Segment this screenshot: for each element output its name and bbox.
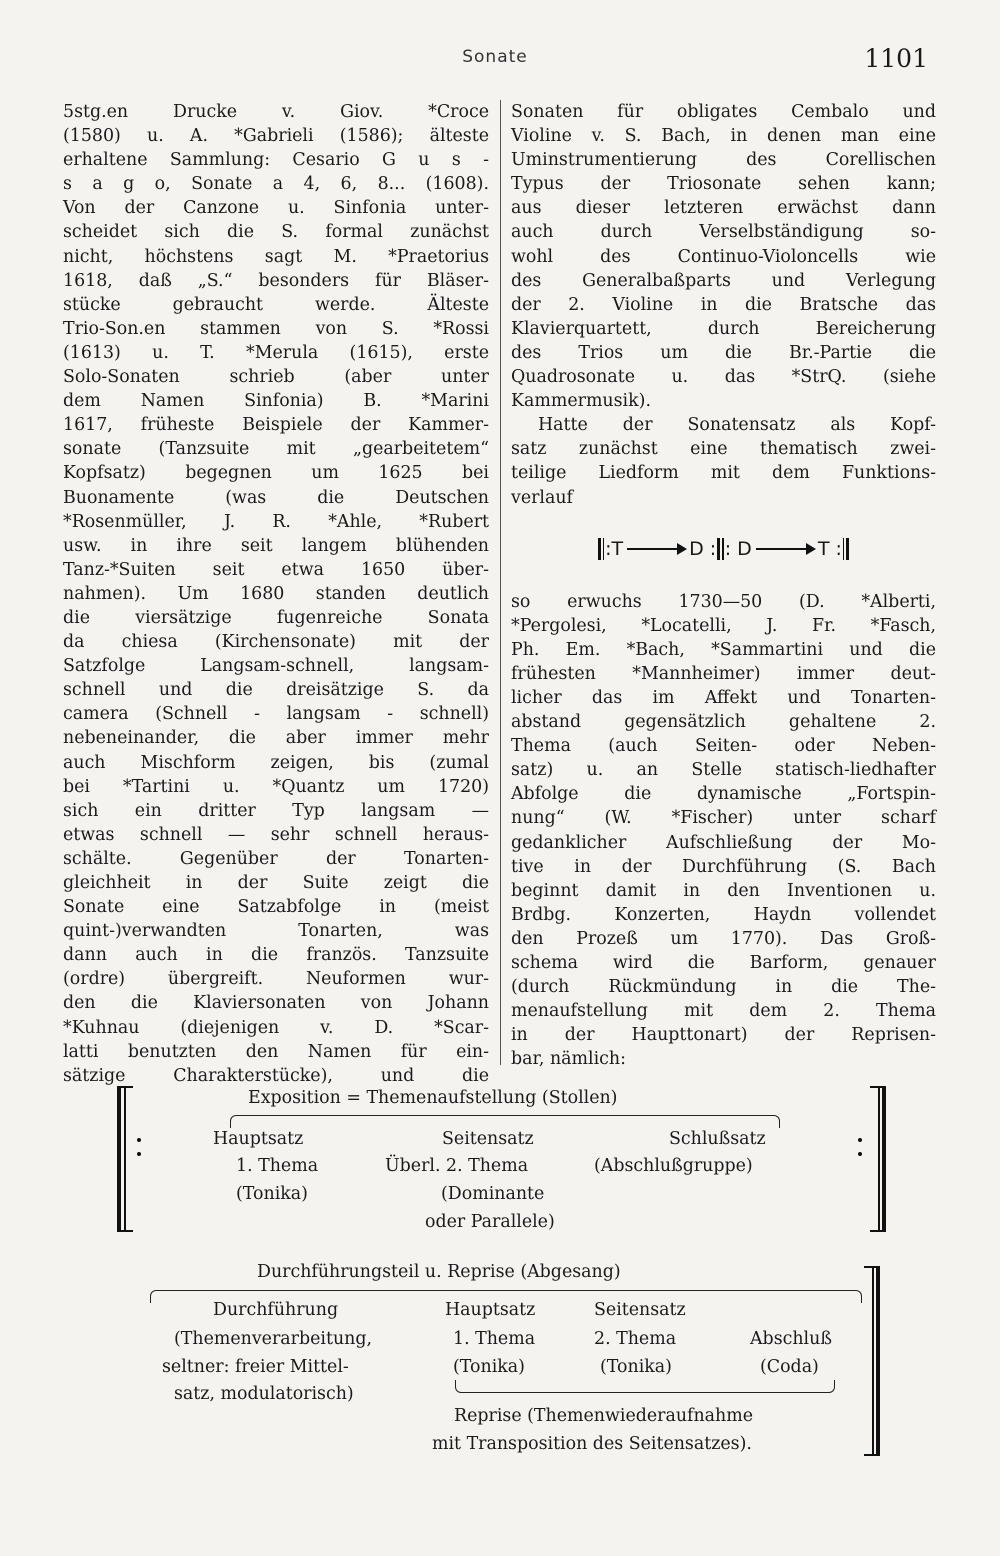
text-line: Uminstrumentierung des Corellischen: [511, 150, 936, 171]
text-line: dem Namen Sinfonia) B. *Marini: [63, 391, 489, 412]
text-line: Von der Canzone u. Sinfonia unter-: [63, 198, 489, 219]
arrow-icon: [627, 548, 685, 550]
function-formula: : T D : : D T :: [511, 524, 936, 574]
development-scheme: [0, 1260, 1000, 1480]
scheme-label: (Themenverarbeitung,: [174, 1329, 373, 1349]
text-line: Quadrosonate u. das *StrQ. (siehe: [511, 367, 936, 388]
text-line: scheidet sich die S. formal zunächst: [63, 222, 489, 243]
text-line: Thema (auch Seiten- oder Neben-: [511, 736, 936, 757]
text-line: Kammermusik).: [511, 391, 651, 412]
text-line: Solo-Sonaten schrieb (aber unter: [63, 367, 489, 388]
scheme-title: Durchführungsteil u. Reprise (Abgesang): [257, 1262, 621, 1282]
text-line: *Kuhnau (diejenigen v. D. *Scar-: [63, 1017, 489, 1038]
scheme-label: oder Parallele): [425, 1212, 555, 1232]
text-line: 5stg.en Drucke v. Giov. *Croce: [63, 102, 489, 122]
scheme-label: mit Transposition des Seitensatzes).: [432, 1434, 752, 1454]
text-line: der 2. Violine in die Bratsche das: [511, 294, 936, 315]
text-line: nung“ (W. *Fischer) unter scharf: [511, 808, 936, 829]
text-line: schema wird die Barform, genauer: [511, 953, 936, 973]
page-header: [0, 44, 1000, 76]
text-line: Brdbg. Konzerten, Haydn vollendet: [511, 904, 936, 925]
scheme-label: (Abschlußgruppe): [594, 1156, 753, 1176]
text-line: sonate (Tanzsuite mit „gearbeitetem“: [63, 439, 489, 460]
arrow-icon: [756, 548, 814, 550]
text-line: Sonaten für obligates Cembalo und: [511, 102, 936, 122]
text-line: quint-)verwandten Tonarten, was: [63, 921, 489, 942]
text-line: nicht, höchstens sagt M. *Praetorius: [63, 246, 489, 267]
text-line: 1618, daß „S.“ besonders für Bläser-: [63, 270, 489, 291]
running-head: Sonate: [462, 47, 528, 67]
formula-tonic: T: [611, 537, 624, 560]
text-line: stücke gebraucht werde. Älteste: [63, 294, 489, 315]
text-line: Sonate eine Satzabfolge in (meist: [63, 897, 489, 918]
formula-dominant: D: [689, 537, 704, 560]
scheme-label: 1. Thema: [236, 1156, 319, 1176]
scheme-label: 1. Thema: [453, 1329, 536, 1349]
text-line: satz zunächst eine thematisch zwei-: [511, 439, 936, 460]
column-divider: [500, 100, 501, 1065]
scheme-label: (Tonika): [600, 1357, 672, 1377]
text-line: auch durch Verselbständigung so-: [511, 222, 936, 243]
text-line: Abfolge die dynamische „Fortspin-: [511, 784, 936, 805]
text-line: auch Mischform zeigen, bis (zumal: [63, 752, 489, 773]
scheme-label: Seitensatz: [442, 1129, 534, 1149]
text-line: Satzfolge Langsam-schnell, langsam-: [63, 656, 489, 677]
text-line: (1580) u. A. *Gabrieli (1586); älteste: [63, 126, 489, 147]
scheme-label: Durchführung: [213, 1300, 339, 1320]
text-line: gleichheit in der Suite zeigt die: [63, 873, 489, 893]
scheme-label: (Coda): [760, 1357, 819, 1377]
text-line: frühesten *Mannheimer) immer deut-: [511, 663, 936, 684]
text-line: abstand gegensätzlich gehaltene 2.: [511, 712, 936, 733]
text-line: menaufstellung mit dem 2. Thema: [511, 1001, 936, 1022]
scheme-label: seltner: freier Mittel-: [162, 1357, 349, 1377]
text-line: so erwuchs 1730—50 (D. *Alberti,: [511, 591, 936, 612]
text-line: des Trios um die Br.-Partie die: [511, 342, 936, 363]
text-line: wohl des Continuo-Violoncells wie: [511, 246, 936, 267]
text-line: licher das im Affekt und Tonarten-: [511, 687, 936, 708]
text-line: Tanz-*Suiten seit etwa 1650 über-: [63, 559, 489, 580]
text-line: usw. in ihre seit langem blühenden: [63, 535, 489, 556]
text-line: erhaltene Sammlung: Cesario G u s -: [63, 150, 489, 171]
text-line: latti benutzten den Namen für ein-: [63, 1041, 489, 1062]
text-line: den die Klaviersonaten von Johann: [63, 993, 489, 1014]
text-line: Typus der Triosonate sehen kann;: [511, 174, 936, 195]
text-line: Buonamente (was die Deutschen: [63, 487, 489, 508]
text-line: des Generalbaßparts und Verlegung: [511, 270, 936, 291]
scheme-label: Abschluß: [750, 1329, 832, 1349]
text-line: aus dieser letzteren erwächst dann: [511, 198, 936, 219]
scheme-label: (Tonika): [236, 1184, 308, 1204]
scheme-label: Reprise (Themenwiederaufnahme: [454, 1406, 754, 1426]
text-line: (ordre) übergreift. Neuformen wur-: [63, 969, 489, 990]
text-line: schnell und die dreisätzige S. da: [63, 680, 489, 701]
text-line: schälte. Gegenüber der Tonarten-: [63, 848, 489, 869]
text-line: teilige Liedform mit dem Funktions-: [511, 463, 936, 484]
text-line: satz) u. an Stelle statisch-liedhafter: [511, 760, 936, 781]
scheme-label: Hauptsatz: [213, 1129, 304, 1149]
text-line: bar, nämlich:: [511, 1049, 626, 1070]
scheme-label: satz, modulatorisch): [174, 1384, 354, 1404]
right-column: [511, 100, 936, 1071]
brace: [455, 1380, 835, 1393]
text-line: s a g o, Sonate a 4, 6, 8... (1608).: [63, 174, 489, 195]
text-line: 1617, früheste Beispiele der Kammer-: [63, 415, 489, 436]
scheme-label: Schlußsatz: [669, 1129, 766, 1149]
text-line: in der Haupttonart) der Reprisen-: [511, 1025, 936, 1046]
text-line: *Pergolesi, *Locatelli, J. Fr. *Fasch,: [511, 615, 936, 636]
page-number: 1101: [864, 44, 928, 73]
text-line: sätzige Charakterstücke), und die: [63, 1065, 489, 1086]
left-column: [63, 100, 489, 1088]
text-line: Klavierquartett, durch Bereicherung: [511, 318, 936, 339]
scheme-label: Seitensatz: [594, 1300, 686, 1320]
text-line: camera (Schnell - langsam - schnell): [63, 704, 489, 725]
text-line: gedanklicher Aufschließung der Mo-: [511, 832, 936, 853]
text-line: *Rosenmüller, J. R. *Ahle, *Rubert: [63, 511, 489, 532]
text-line: beginnt damit in den Inventionen u.: [511, 880, 936, 901]
text-line: Kopfsatz) begegnen um 1625 bei: [63, 463, 489, 484]
formula-tonic: T: [817, 537, 830, 560]
text-line: tive in der Durchführung (S. Bach: [511, 856, 936, 877]
text-line: Ph. Em. *Bach, *Sammartini und die: [511, 639, 936, 660]
text-line: (durch Rückmündung in die The-: [511, 977, 936, 998]
scheme-title: Exposition = Themenaufstellung (Stollen): [248, 1088, 618, 1108]
formula-dominant: D: [737, 537, 752, 560]
text-line: Trio-Son.en stammen von S. *Rossi: [63, 318, 489, 339]
text-line: da chiesa (Kirchensonate) mit der: [63, 632, 489, 653]
text-line: den Prozeß um 1770). Das Groß-: [511, 928, 936, 949]
text-line: sich ein dritter Typ langsam —: [63, 800, 489, 821]
text-line: etwas schnell — sehr schnell heraus-: [63, 824, 489, 845]
text-line: Hatte der Sonatensatz als Kopf-: [538, 415, 936, 436]
text-line: nahmen). Um 1680 standen deutlich: [63, 583, 489, 604]
text-line: (1613) u. T. *Merula (1615), erste: [63, 342, 489, 363]
scheme-label: (Dominante: [441, 1184, 545, 1204]
scheme-label: 2. Thema: [594, 1329, 677, 1349]
scheme-label: Überl. 2. Thema: [385, 1156, 529, 1176]
text-line: nebeneinander, die aber immer mehr: [63, 728, 489, 749]
text-line: Violine v. S. Bach, in denen man eine: [511, 126, 936, 147]
text-line: verlauf: [511, 487, 573, 508]
text-line: die viersätzige fugenreiche Sonata: [63, 607, 489, 628]
exposition-scheme: [0, 1080, 1000, 1250]
scheme-label: Hauptsatz: [445, 1300, 536, 1320]
scheme-label: (Tonika): [453, 1357, 525, 1377]
text-line: dann auch in die französ. Tanzsuite: [63, 945, 489, 966]
text-line: bei *Tartini u. *Quantz um 1720): [63, 776, 489, 797]
